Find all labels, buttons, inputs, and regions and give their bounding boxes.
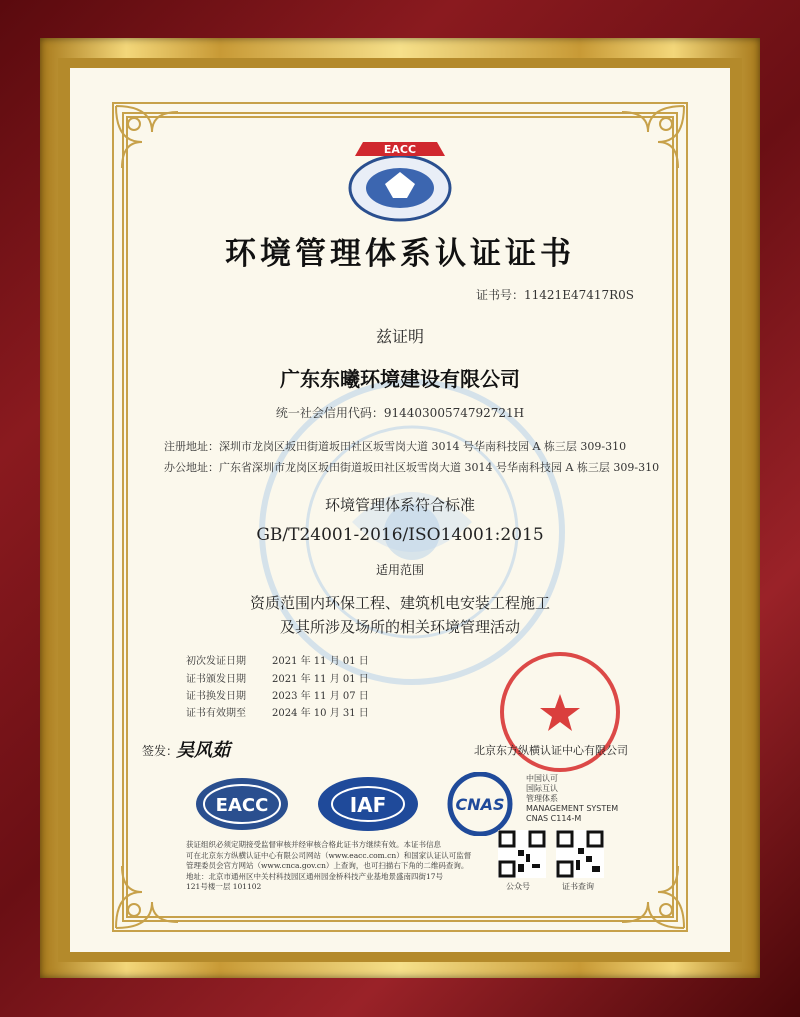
cnas-logo	[440, 772, 520, 836]
date-value: 2023 年 11 月 07 日	[272, 691, 369, 702]
cnas-logo-text: CNAS	[455, 795, 505, 814]
qr-label: 证书查询	[562, 882, 594, 891]
certificate-number-value: 11421E47417R0S	[524, 288, 635, 302]
standard-label: 环境管理体系符合标准	[324, 496, 475, 514]
notice-line: 获证组织必须定期接受监督审核并经审核合格此证书方继续有效。本证书信息	[186, 840, 441, 849]
notice-line: 可在北京东方纵横认证中心有限公司网站（www.eacc.com.cn）和国家认证认可监督	[186, 850, 472, 860]
registered-address	[164, 438, 626, 454]
date-value: 2021 年 11 月 01 日	[272, 656, 369, 667]
cnas-cn-line: 中国认可	[526, 774, 558, 783]
credit-code	[0, 404, 800, 421]
eacc-header-logo	[345, 132, 455, 224]
cnas-code: CNAS C114-M	[526, 814, 582, 823]
date-label: 初次发证日期	[186, 656, 246, 667]
office-address	[164, 459, 659, 475]
date-label: 证书颁发日期	[186, 674, 246, 685]
header-logo-text: EACC	[383, 143, 417, 156]
standard-code: GB/T24001-2016/ISO14001:2015	[256, 525, 544, 545]
notice-line: 121号楼一层 101102	[186, 882, 262, 891]
qr-code-icon[interactable]	[556, 830, 604, 878]
certificate-number	[476, 286, 634, 303]
certificate-title: 环境管理体系认证证书	[225, 236, 575, 272]
credit-code-value: 91440300574792721H	[383, 406, 525, 420]
scope-line: 资质范围内环保工程、建筑机电安装工程施工	[249, 594, 550, 612]
corner-ornament-icon	[618, 102, 688, 172]
iaf-logo-text: IAF	[349, 793, 387, 817]
corner-ornament-icon	[112, 102, 182, 172]
cnas-en-line: MANAGEMENT SYSTEM	[526, 804, 619, 813]
date-value: 2021 年 11 月 01 日	[272, 674, 369, 685]
signature-label: 签发：	[142, 744, 179, 758]
eacc-logo-text: EACC	[215, 795, 269, 816]
corner-ornament-icon	[112, 862, 182, 932]
notice-line: 管理委员会官方网站（www.cnca.gov.cn）上查询，也可扫描右下角的二维码查询。	[186, 861, 469, 870]
cnas-description	[526, 774, 618, 824]
signature: 吴风茹	[176, 740, 230, 761]
hereby-certify: 兹证明	[375, 327, 424, 346]
office-address-value: 广东省深圳市龙岗区坂田街道坂田社区坂雪岗大道 3014 号华南科技园 A 栋三层 309-310	[219, 461, 660, 474]
scope-label: 适用范围	[375, 563, 424, 577]
notice-line: 地址：北京市通州区中关村科技园区通州园金桥科技产业基地景盛南四街17号	[186, 871, 444, 881]
qr-label: 公众号	[506, 882, 530, 891]
credit-code-label: 统一社会信用代码：	[275, 406, 384, 420]
registered-address-label: 注册地址：	[164, 440, 219, 453]
date-label: 证书换发日期	[186, 691, 246, 702]
footer-notice	[186, 840, 471, 893]
cnas-cn-line: 国际互认	[526, 784, 558, 793]
eacc-accreditation-logo	[192, 774, 292, 834]
corner-ornament-icon	[618, 862, 688, 932]
cnas-cn-line: 管理体系	[526, 794, 558, 803]
registered-address-value: 深圳市龙岗区坂田街道坂田社区坂雪岗大道 3014 号华南科技园 A 栋三层 309-310	[219, 440, 627, 453]
date-value: 2024 年 10 月 31 日	[272, 708, 369, 719]
office-address-label: 办公地址：	[164, 461, 219, 474]
scope-line: 及其所涉及场所的相关环境管理活动	[279, 618, 520, 636]
iaf-logo	[314, 774, 422, 834]
company-name: 广东东曦环境建设有限公司	[280, 367, 520, 391]
issuer-name: 北京东方纵横认证中心有限公司	[474, 744, 628, 757]
date-label: 证书有效期至	[186, 708, 246, 719]
certificate-number-label: 证书号：	[476, 288, 525, 302]
qr-code-icon[interactable]	[498, 830, 546, 878]
